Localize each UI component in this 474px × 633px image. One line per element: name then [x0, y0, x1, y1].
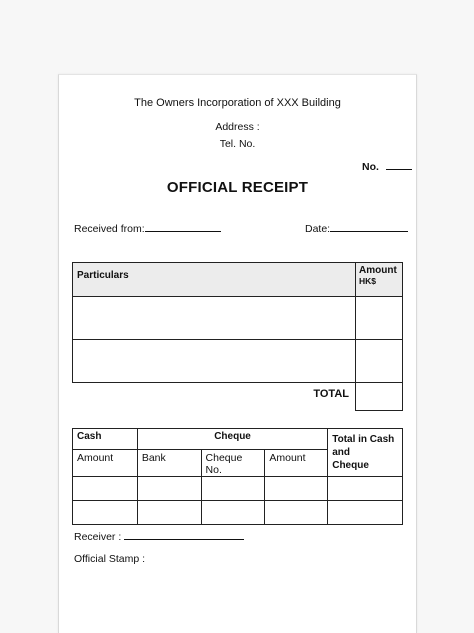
particulars-table — [72, 262, 403, 411]
receiver-line — [124, 529, 244, 540]
currency-label: HK$ — [359, 276, 377, 286]
payment-cell — [137, 477, 201, 501]
payment-row — [73, 501, 403, 525]
total-cash-cheque-line2: Cheque — [332, 460, 369, 471]
payment-cell — [73, 501, 138, 525]
received-from-line — [145, 221, 221, 232]
receipt-number — [362, 159, 412, 173]
cheque-header: Cheque — [137, 429, 327, 450]
address-label: Address : — [215, 121, 260, 133]
receipt-page — [58, 74, 417, 633]
organization-name: The Owners Incorporation of XXX Building — [134, 97, 341, 109]
receipt-number-line — [386, 159, 412, 170]
payment-cell — [328, 477, 403, 501]
payment-cell — [201, 501, 265, 525]
payment-table — [72, 428, 403, 525]
cash-amount-col: Amount — [73, 450, 138, 477]
date-field — [305, 221, 408, 235]
particulars-header-row — [73, 263, 403, 297]
total-cash-cheque-header — [328, 429, 403, 477]
date-label: Date: — [305, 223, 331, 235]
stamp-field — [74, 553, 145, 565]
receiver-field — [74, 529, 244, 543]
payment-row — [73, 477, 403, 501]
payment-cell — [73, 477, 138, 501]
particulars-row — [73, 340, 403, 383]
date-line — [330, 221, 408, 232]
cash-header: Cash — [73, 429, 138, 450]
received-from-label: Received from: — [74, 223, 145, 235]
received-from-field — [74, 221, 221, 235]
cheque-amount-col: Amount — [265, 450, 328, 477]
payment-header-row — [73, 429, 403, 450]
cheque-no-col: Cheque No. — [201, 450, 265, 477]
payment-cell — [265, 477, 328, 501]
total-cash-cheque-line1: Total in Cash and — [332, 434, 395, 458]
receipt-number-label: No. — [362, 161, 379, 173]
payment-cell — [137, 501, 201, 525]
total-label: TOTAL — [313, 388, 349, 400]
receiver-label: Receiver : — [74, 531, 122, 543]
payment-cell — [328, 501, 403, 525]
particulars-cell — [73, 297, 356, 340]
particulars-row — [73, 297, 403, 340]
amount-header-label: Amount — [359, 265, 397, 276]
amount-cell — [356, 340, 403, 383]
total-row — [73, 383, 403, 411]
particulars-header: Particulars — [73, 263, 356, 297]
particulars-cell — [73, 340, 356, 383]
receipt-title: OFFICIAL RECEIPT — [166, 179, 309, 196]
payment-cell — [265, 501, 328, 525]
stamp-label: Official Stamp : — [74, 553, 145, 565]
payment-cell — [201, 477, 265, 501]
bank-col: Bank — [137, 450, 201, 477]
tel-label: Tel. No. — [219, 138, 256, 150]
total-amount-cell — [356, 383, 403, 411]
amount-cell — [356, 297, 403, 340]
amount-header — [356, 263, 403, 297]
